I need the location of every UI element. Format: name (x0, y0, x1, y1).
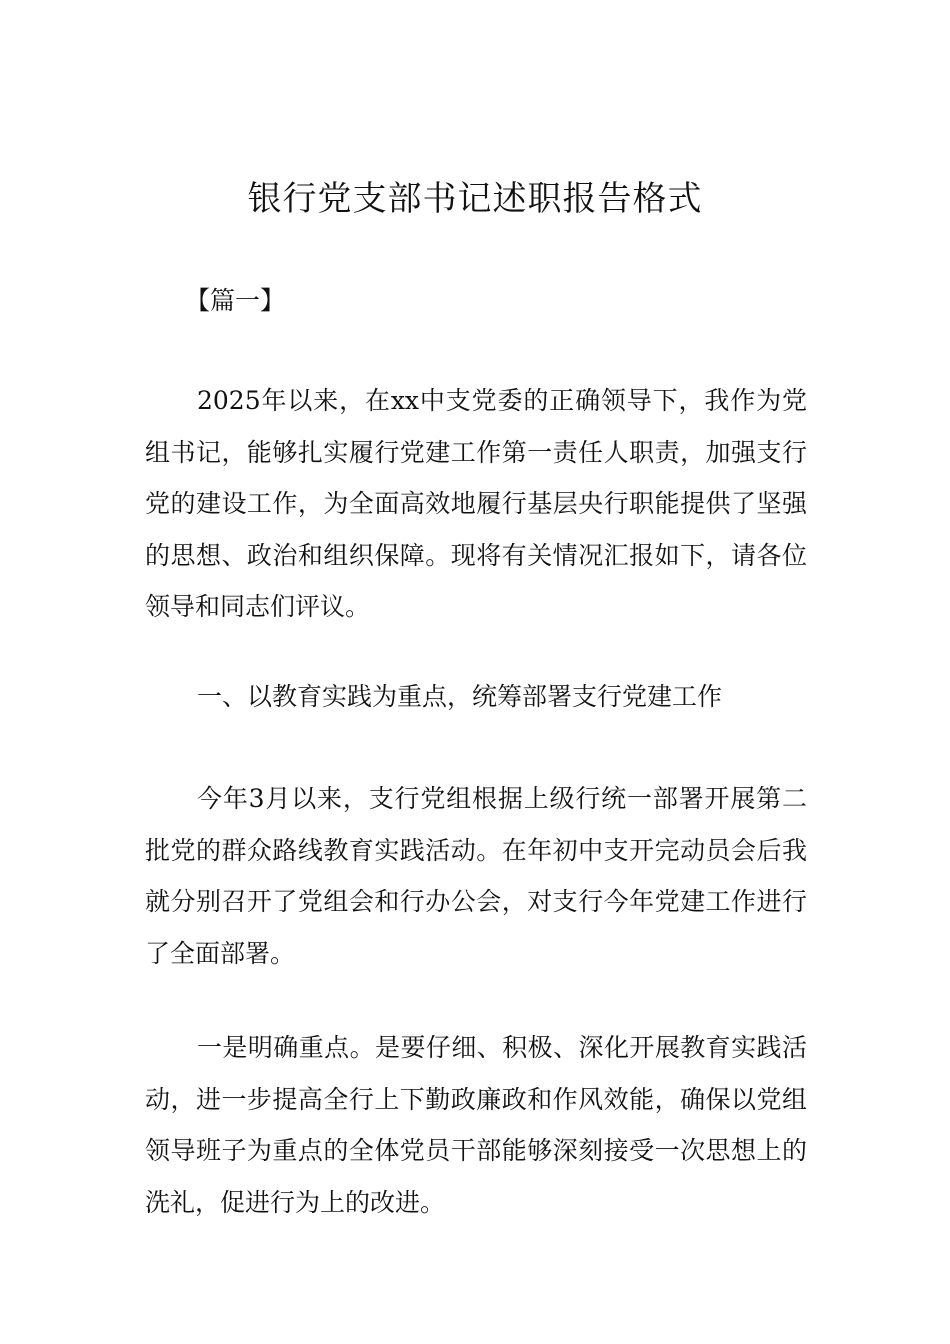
document-title: 银行党支部书记述职报告格式 (247, 179, 703, 219)
paragraph-deployment: 今年3月以来，支行党组根据上级行统一部署开展第二批党的群众路线教育实践活动。在年初中支开完动员会后我就分别召开了党组会和行办公会，对支行今年党建工作进行了全面部署。 (145, 784, 807, 968)
paragraph-focus: 一是明确重点。是要仔细、积极、深化开展教育实践活动，进一步提高全行上下勤政廉政和作风效能，确保以党组领导班子为重点的全体党员干部能够深刻接受一次思想上的洗礼，促进行为上的改进。 (145, 1033, 807, 1217)
paragraph-intro: 2025年以来，在xx中支党委的正确领导下，我作为党组书记，能够扎实履行党建工作第一责任人职责，加强支行党的建设工作，为全面高效地履行基层央行职能提供了坚强的思想、政治和组织保障。现将有关情况汇报如下，请各位领导和同志们评议。 (145, 386, 807, 621)
section-label: 【篇一】 (185, 286, 286, 315)
section-heading: 一、以教育实践为重点，统筹部署支行党建工作 (197, 682, 723, 711)
